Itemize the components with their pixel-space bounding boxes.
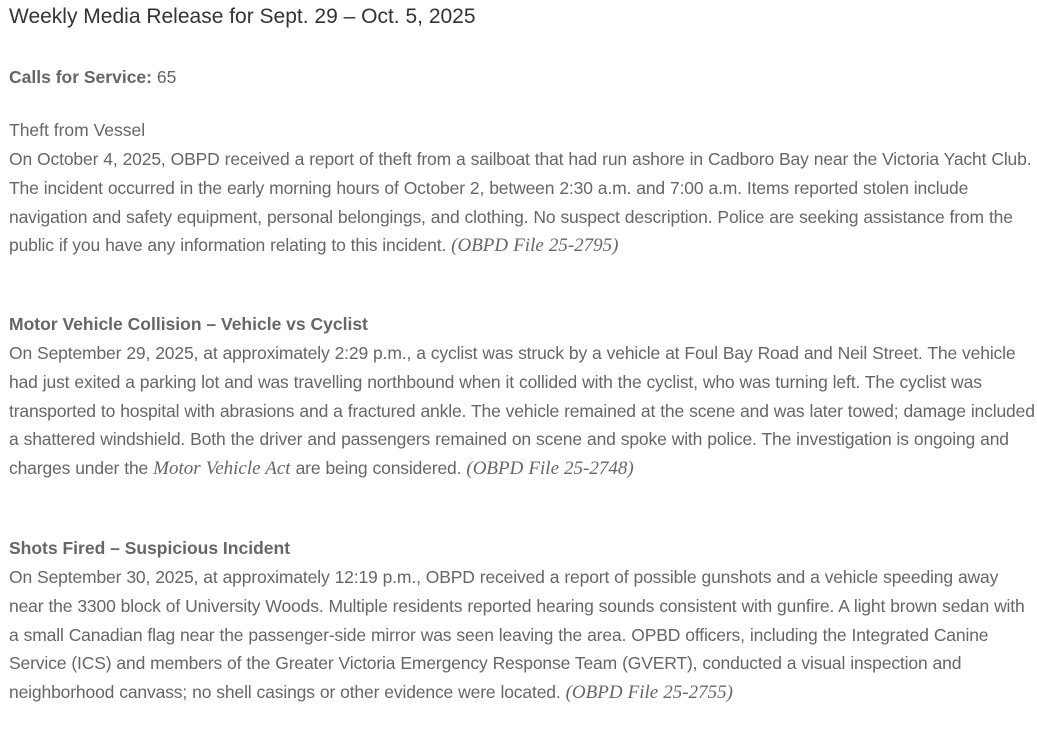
incident-body bbox=[9, 563, 1037, 708]
incident-text: On September 30, 2025, at approximately 12:19 p.m., OBPD received a report of possible gunshots and a vehicle speeding away near the 3300 block of University Woods. Multiple residents reported hearing sounds consistent with gunfire. A light brown sedan with a small Canadian flag near the passenger-side mirror was seen leaving the area. OPBD officers, including the Integrated Canine Service (ICS) and members of the Greater Victoria Emergency Response Team (GVERT), conducted a visual inspection and neighborhood canvass; no shell casings or other evidence were located. bbox=[9, 567, 1025, 703]
incident-heading: Shots Fired – Suspicious Incident bbox=[9, 538, 291, 558]
incident-shots-fired bbox=[9, 534, 1037, 708]
file-reference: (OBPD File 25-2755) bbox=[565, 682, 733, 704]
incident-body bbox=[9, 339, 1037, 484]
incident-text: On October 4, 2025, OBPD received a report of theft from a sailboat that had run ashore in Cadboro Bay near the Victoria Yacht Club. The incident occurred in the early morning hours of October 2, between 2:30 a.m. and 7:00 a.m. Items reported stolen include navigation and safety equipment, personal belongings, and clothing. No suspect description. Police are seeking assistance from the public if you have any information relating to this incident. bbox=[9, 149, 1032, 256]
page-title: Weekly Media Release for Sept. 29 – Oct. 5, 2025 bbox=[9, 5, 476, 28]
incident-theft-from-vessel bbox=[9, 116, 1037, 261]
calls-for-service bbox=[9, 64, 176, 90]
file-reference: (OBPD File 25-2748) bbox=[466, 458, 634, 480]
incident-text: On September 29, 2025, at approximately 2:29 p.m., a cyclist was struck by a vehicle at Foul Bay Road and Neil Street. The vehicle had just exited a parking lot and was travelling northbound when it collided with the cyclist, who was turning left. The cyclist was transported to hospital with abrasions and a fractured ankle. The vehicle remained at the scene and was later towed; damage included a shattered windshield. Both the driver and passengers remained on scene and spoke with police. The investigation is ongoing and charges under the bbox=[9, 343, 1035, 479]
calls-for-service-value: 65 bbox=[151, 67, 177, 87]
incident-text-after: are being considered. bbox=[290, 458, 467, 479]
calls-for-service-label: Calls for Service: bbox=[9, 67, 152, 87]
incident-body bbox=[9, 145, 1037, 261]
file-reference: (OBPD File 25-2795) bbox=[451, 235, 619, 257]
incident-heading: Motor Vehicle Collision – Vehicle vs Cyclist bbox=[9, 314, 368, 334]
incident-heading: Theft from Vessel bbox=[9, 120, 146, 140]
act-name: Motor Vehicle Act bbox=[153, 458, 291, 480]
incident-vehicle-collision bbox=[9, 310, 1037, 484]
